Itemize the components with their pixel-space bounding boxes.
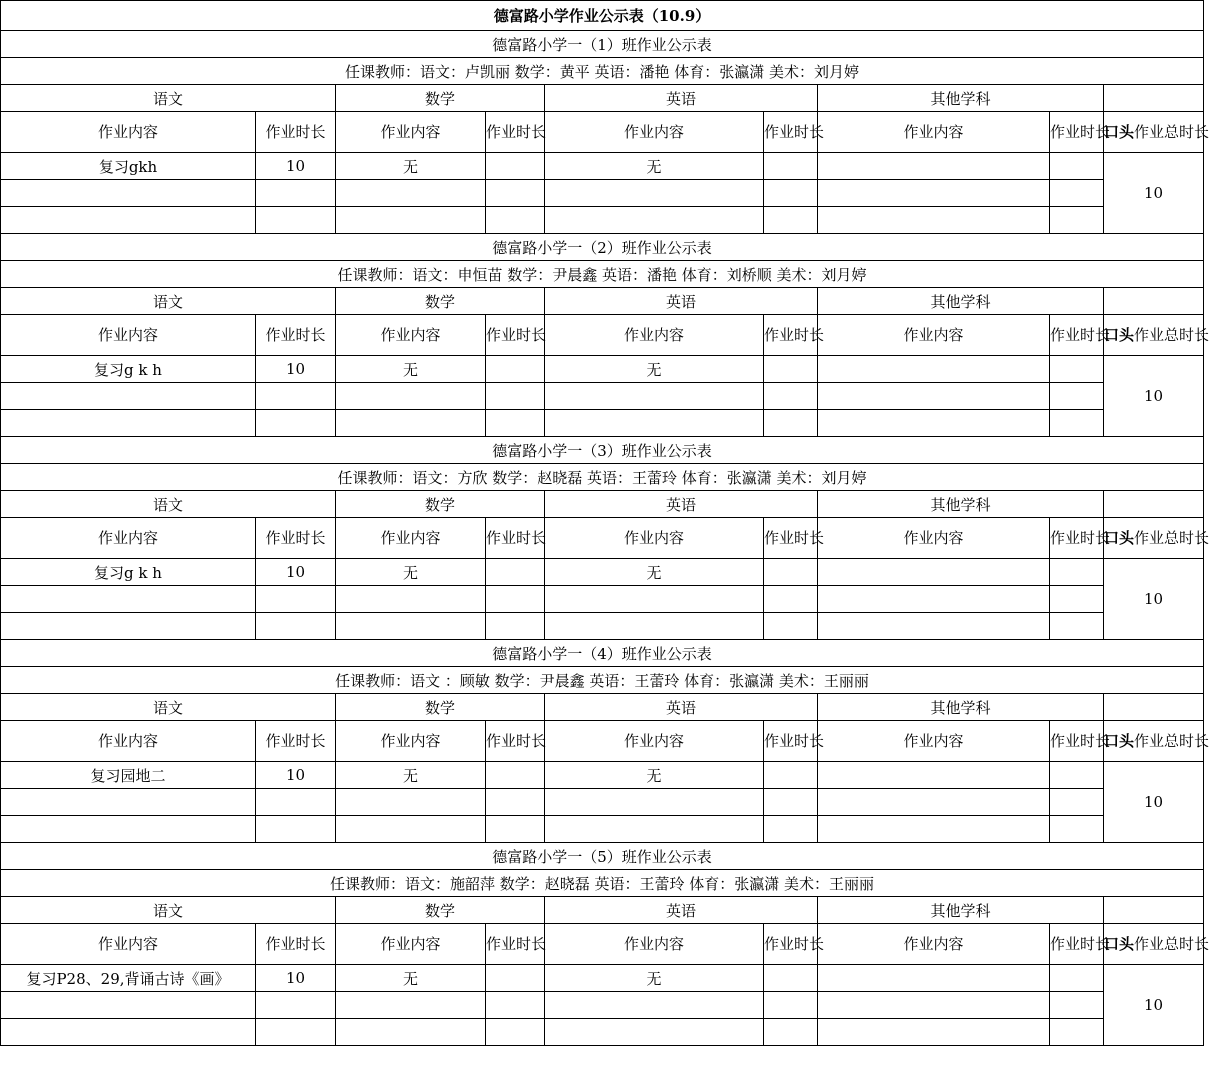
math-content-cell: [336, 207, 486, 234]
table-body: [1, 1, 1209, 1046]
subject-chinese: 语文: [1, 897, 336, 924]
sheet-title: 德富路小学作业公示表（10.9）: [1, 1, 1204, 31]
english-content-cell: 无: [545, 762, 764, 789]
oral-label-bold: 口头: [1104, 326, 1135, 344]
subject-blank: [1104, 491, 1204, 518]
class-title-row: [1, 31, 1204, 58]
class-title: 德富路小学一（4）班作业公示表: [1, 640, 1204, 667]
chinese-duration-cell: [256, 613, 336, 640]
title-row: [1, 1, 1204, 31]
other-content-cell: [818, 586, 1050, 613]
english-duration-cell: [764, 762, 818, 789]
other-duration-cell: [1050, 992, 1104, 1019]
class-title: 德富路小学一（1）班作业公示表: [1, 31, 1204, 58]
other-duration-cell: [1050, 410, 1104, 437]
math-content-cell: 无: [336, 762, 486, 789]
english-content-cell: [545, 180, 764, 207]
header-other-content: 作业内容: [818, 924, 1050, 965]
math-duration-cell: [486, 207, 545, 234]
homework-row: [1, 207, 1204, 234]
other-duration-cell: [1050, 586, 1104, 613]
english-content-cell: [545, 789, 764, 816]
other-content-cell: [818, 153, 1050, 180]
oral-label-rest: 作业总时长: [1134, 732, 1209, 750]
other-duration-cell: [1050, 1019, 1104, 1046]
oral-label-bold: 口头: [1104, 935, 1135, 953]
homework-row: [1, 789, 1204, 816]
header-other-duration: 作业时长: [1050, 518, 1104, 559]
math-content-cell: 无: [336, 965, 486, 992]
subject-row: [1, 694, 1204, 721]
english-duration-cell: [764, 992, 818, 1019]
other-content-cell: [818, 559, 1050, 586]
header-other-duration: 作业时长: [1050, 721, 1104, 762]
english-content-cell: [545, 1019, 764, 1046]
math-content-cell: 无: [336, 356, 486, 383]
column-header-row: [1, 112, 1204, 153]
math-content-cell: [336, 1019, 486, 1046]
math-duration-cell: [486, 1019, 545, 1046]
header-chinese-content: 作业内容: [1, 112, 256, 153]
subject-other: 其他学科: [818, 288, 1104, 315]
header-english-duration: 作业时长: [764, 112, 818, 153]
chinese-duration-cell: [256, 586, 336, 613]
math-content-cell: [336, 816, 486, 843]
english-content-cell: [545, 586, 764, 613]
math-content-cell: [336, 992, 486, 1019]
math-content-cell: [336, 789, 486, 816]
homework-row: [1, 965, 1204, 992]
other-duration-cell: [1050, 207, 1104, 234]
math-duration-cell: [486, 410, 545, 437]
chinese-duration-cell: [256, 383, 336, 410]
chinese-content-cell: [1, 410, 256, 437]
subject-other: 其他学科: [818, 897, 1104, 924]
english-content-cell: [545, 992, 764, 1019]
teacher-row: [1, 870, 1204, 897]
teacher-list: 任课教师：语文：施韶萍 数学：赵晓磊 英语：王蕾玲 体育：张瀛潇 美术：王丽丽: [1, 870, 1204, 897]
header-english-duration: 作业时长: [764, 721, 818, 762]
header-math-content: 作业内容: [336, 315, 486, 356]
chinese-content-cell: [1, 816, 256, 843]
math-duration-cell: [486, 816, 545, 843]
oral-label-rest: 作业总时长: [1134, 935, 1209, 953]
oral-total-cell: 10: [1104, 965, 1204, 1046]
subject-english: 英语: [545, 288, 818, 315]
other-content-cell: [818, 992, 1050, 1019]
oral-label-rest: 作业总时长: [1134, 123, 1209, 141]
chinese-content-cell: [1, 992, 256, 1019]
english-duration-cell: [764, 613, 818, 640]
homework-row: [1, 180, 1204, 207]
subject-row: [1, 85, 1204, 112]
header-math-content: 作业内容: [336, 721, 486, 762]
column-header-row: [1, 924, 1204, 965]
homework-row: [1, 762, 1204, 789]
other-content-cell: [818, 789, 1050, 816]
header-other-duration: 作业时长: [1050, 315, 1104, 356]
math-content-cell: [336, 383, 486, 410]
header-english-content: 作业内容: [545, 924, 764, 965]
subject-math: 数学: [336, 288, 545, 315]
subject-math: 数学: [336, 897, 545, 924]
other-content-cell: [818, 965, 1050, 992]
homework-row: [1, 586, 1204, 613]
class-title: 德富路小学一（2）班作业公示表: [1, 234, 1204, 261]
other-duration-cell: [1050, 613, 1104, 640]
header-chinese-duration: 作业时长: [256, 721, 336, 762]
header-english-duration: 作业时长: [764, 518, 818, 559]
chinese-duration-cell: [256, 207, 336, 234]
header-math-duration: 作业时长: [486, 924, 545, 965]
subject-other: 其他学科: [818, 694, 1104, 721]
subject-row: [1, 288, 1204, 315]
header-english-content: 作业内容: [545, 518, 764, 559]
math-content-cell: [336, 613, 486, 640]
other-duration-cell: [1050, 180, 1104, 207]
header-oral-total: [1104, 112, 1209, 153]
homework-row: [1, 153, 1204, 180]
math-duration-cell: [486, 356, 545, 383]
subject-blank: [1104, 288, 1204, 315]
math-content-cell: [336, 180, 486, 207]
subject-blank: [1104, 85, 1204, 112]
homework-row: [1, 992, 1204, 1019]
teacher-row: [1, 58, 1204, 85]
chinese-duration-cell: [256, 180, 336, 207]
teacher-row: [1, 667, 1204, 694]
homework-row: [1, 613, 1204, 640]
english-duration-cell: [764, 356, 818, 383]
header-english-duration: 作业时长: [764, 924, 818, 965]
chinese-duration-cell: 10: [256, 153, 336, 180]
math-duration-cell: [486, 586, 545, 613]
header-math-content: 作业内容: [336, 112, 486, 153]
class-title-row: [1, 843, 1204, 870]
header-english-duration: 作业时长: [764, 315, 818, 356]
header-other-content: 作业内容: [818, 721, 1050, 762]
chinese-content-cell: 复习g k h: [1, 559, 256, 586]
subject-other: 其他学科: [818, 85, 1104, 112]
chinese-duration-cell: 10: [256, 559, 336, 586]
homework-row: [1, 410, 1204, 437]
chinese-duration-cell: 10: [256, 965, 336, 992]
class-title-row: [1, 437, 1204, 464]
math-content-cell: 无: [336, 559, 486, 586]
chinese-duration-cell: [256, 789, 336, 816]
math-duration-cell: [486, 965, 545, 992]
chinese-content-cell: 复习P28、29,背诵古诗《画》: [1, 965, 256, 992]
math-duration-cell: [486, 613, 545, 640]
english-duration-cell: [764, 789, 818, 816]
other-duration-cell: [1050, 559, 1104, 586]
chinese-content-cell: [1, 613, 256, 640]
chinese-content-cell: 复习gkh: [1, 153, 256, 180]
header-chinese-content: 作业内容: [1, 721, 256, 762]
other-content-cell: [818, 180, 1050, 207]
english-duration-cell: [764, 586, 818, 613]
english-duration-cell: [764, 153, 818, 180]
chinese-content-cell: 复习园地二: [1, 762, 256, 789]
other-duration-cell: [1050, 356, 1104, 383]
other-content-cell: [818, 613, 1050, 640]
chinese-content-cell: [1, 383, 256, 410]
class-title: 德富路小学一（3）班作业公示表: [1, 437, 1204, 464]
other-duration-cell: [1050, 383, 1104, 410]
english-duration-cell: [764, 559, 818, 586]
other-duration-cell: [1050, 762, 1104, 789]
subject-english: 英语: [545, 85, 818, 112]
chinese-duration-cell: [256, 992, 336, 1019]
header-math-duration: 作业时长: [486, 315, 545, 356]
subject-blank: [1104, 694, 1204, 721]
oral-label-rest: 作业总时长: [1134, 529, 1209, 547]
chinese-duration-cell: [256, 410, 336, 437]
english-content-cell: 无: [545, 153, 764, 180]
other-duration-cell: [1050, 789, 1104, 816]
chinese-content-cell: [1, 180, 256, 207]
teacher-row: [1, 261, 1204, 288]
math-duration-cell: [486, 383, 545, 410]
teacher-list: 任课教师：语文：卢凯丽 数学：黄平 英语：潘艳 体育：张瀛潇 美术：刘月婷: [1, 58, 1204, 85]
teacher-row: [1, 464, 1204, 491]
subject-other: 其他学科: [818, 491, 1104, 518]
header-math-content: 作业内容: [336, 924, 486, 965]
english-duration-cell: [764, 410, 818, 437]
other-content-cell: [818, 383, 1050, 410]
chinese-content-cell: [1, 586, 256, 613]
other-duration-cell: [1050, 153, 1104, 180]
other-content-cell: [818, 356, 1050, 383]
math-duration-cell: [486, 559, 545, 586]
header-math-duration: 作业时长: [486, 112, 545, 153]
chinese-content-cell: [1, 207, 256, 234]
subject-english: 英语: [545, 897, 818, 924]
other-content-cell: [818, 410, 1050, 437]
header-chinese-duration: 作业时长: [256, 112, 336, 153]
english-duration-cell: [764, 180, 818, 207]
english-content-cell: 无: [545, 965, 764, 992]
english-duration-cell: [764, 383, 818, 410]
english-duration-cell: [764, 816, 818, 843]
header-chinese-content: 作业内容: [1, 518, 256, 559]
column-header-row: [1, 721, 1204, 762]
english-duration-cell: [764, 1019, 818, 1046]
subject-chinese: 语文: [1, 491, 336, 518]
header-chinese-duration: 作业时长: [256, 518, 336, 559]
header-chinese-content: 作业内容: [1, 315, 256, 356]
column-header-row: [1, 518, 1204, 559]
english-duration-cell: [764, 965, 818, 992]
subject-row: [1, 897, 1204, 924]
other-content-cell: [818, 1019, 1050, 1046]
chinese-duration-cell: [256, 1019, 336, 1046]
header-other-duration: 作业时长: [1050, 924, 1104, 965]
english-content-cell: [545, 613, 764, 640]
oral-total-cell: 10: [1104, 559, 1204, 640]
header-english-content: 作业内容: [545, 721, 764, 762]
oral-label-rest: 作业总时长: [1134, 326, 1209, 344]
subject-row: [1, 491, 1204, 518]
english-content-cell: [545, 410, 764, 437]
header-oral-total: [1104, 315, 1209, 356]
oral-label-bold: 口头: [1104, 732, 1135, 750]
chinese-duration-cell: 10: [256, 762, 336, 789]
header-chinese-duration: 作业时长: [256, 315, 336, 356]
header-english-content: 作业内容: [545, 112, 764, 153]
header-math-duration: 作业时长: [486, 518, 545, 559]
oral-total-cell: 10: [1104, 762, 1204, 843]
chinese-duration-cell: 10: [256, 356, 336, 383]
subject-math: 数学: [336, 694, 545, 721]
subject-math: 数学: [336, 85, 545, 112]
other-content-cell: [818, 816, 1050, 843]
subject-english: 英语: [545, 694, 818, 721]
subject-chinese: 语文: [1, 694, 336, 721]
subject-english: 英语: [545, 491, 818, 518]
class-title: 德富路小学一（5）班作业公示表: [1, 843, 1204, 870]
chinese-duration-cell: [256, 816, 336, 843]
english-content-cell: [545, 207, 764, 234]
oral-label-bold: 口头: [1104, 529, 1135, 547]
header-math-duration: 作业时长: [486, 721, 545, 762]
homework-row: [1, 383, 1204, 410]
english-content-cell: 无: [545, 559, 764, 586]
math-duration-cell: [486, 153, 545, 180]
teacher-list: 任课教师：语文：方欣 数学：赵晓磊 英语：王蕾玲 体育：张瀛潇 美术：刘月婷: [1, 464, 1204, 491]
homework-row: [1, 816, 1204, 843]
header-other-content: 作业内容: [818, 315, 1050, 356]
class-title-row: [1, 234, 1204, 261]
other-content-cell: [818, 762, 1050, 789]
english-content-cell: [545, 816, 764, 843]
subject-math: 数学: [336, 491, 545, 518]
column-header-row: [1, 315, 1204, 356]
header-other-content: 作业内容: [818, 518, 1050, 559]
other-duration-cell: [1050, 965, 1104, 992]
oral-total-cell: 10: [1104, 153, 1204, 234]
math-duration-cell: [486, 762, 545, 789]
chinese-content-cell: [1, 1019, 256, 1046]
teacher-list: 任课教师：语文：申恒苗 数学：尹晨鑫 英语：潘艳 体育：刘桥顺 美术：刘月婷: [1, 261, 1204, 288]
other-duration-cell: [1050, 816, 1104, 843]
header-other-duration: 作业时长: [1050, 112, 1104, 153]
header-chinese-content: 作业内容: [1, 924, 256, 965]
header-oral-total: [1104, 924, 1209, 965]
chinese-content-cell: [1, 789, 256, 816]
english-content-cell: [545, 383, 764, 410]
subject-blank: [1104, 897, 1204, 924]
homework-row: [1, 356, 1204, 383]
english-content-cell: 无: [545, 356, 764, 383]
math-duration-cell: [486, 789, 545, 816]
subject-chinese: 语文: [1, 85, 336, 112]
math-content-cell: [336, 410, 486, 437]
header-oral-total: [1104, 518, 1209, 559]
homework-row: [1, 559, 1204, 586]
chinese-content-cell: 复习g k h: [1, 356, 256, 383]
oral-total-cell: 10: [1104, 356, 1204, 437]
class-title-row: [1, 640, 1204, 667]
math-duration-cell: [486, 180, 545, 207]
other-content-cell: [818, 207, 1050, 234]
subject-chinese: 语文: [1, 288, 336, 315]
math-content-cell: 无: [336, 153, 486, 180]
oral-label-bold: 口头: [1104, 123, 1135, 141]
english-duration-cell: [764, 207, 818, 234]
header-english-content: 作业内容: [545, 315, 764, 356]
header-chinese-duration: 作业时长: [256, 924, 336, 965]
header-other-content: 作业内容: [818, 112, 1050, 153]
teacher-list: 任课教师：语文 ：顾敏 数学：尹晨鑫 英语：王蕾玲 体育：张瀛潇 美术：王丽丽: [1, 667, 1204, 694]
math-content-cell: [336, 586, 486, 613]
math-duration-cell: [486, 992, 545, 1019]
header-oral-total: [1104, 721, 1209, 762]
homework-row: [1, 1019, 1204, 1046]
header-math-content: 作业内容: [336, 518, 486, 559]
